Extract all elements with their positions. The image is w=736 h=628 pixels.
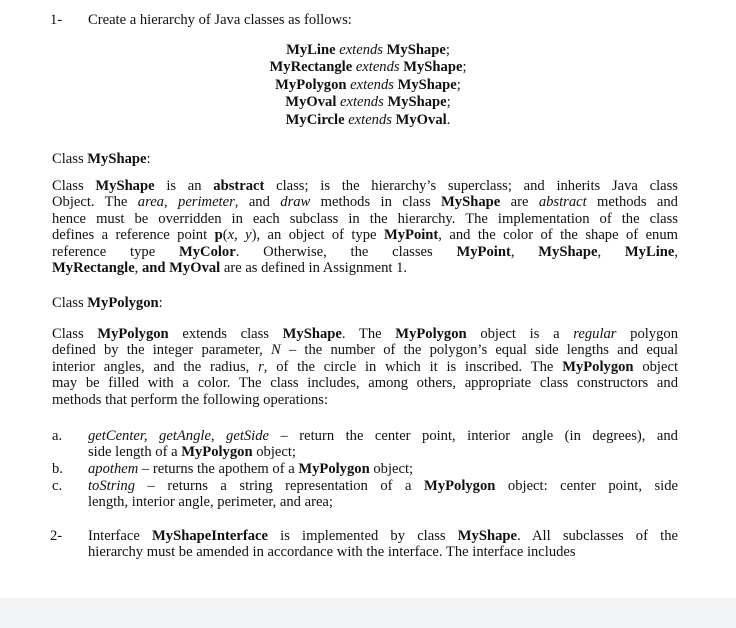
myshape-text-line: defines a reference point p(x, y), an object of type MyPoint, and the color of the shape of enum: [52, 227, 678, 244]
operation-text: [88, 478, 678, 511]
operation-letter: c.: [52, 478, 63, 494]
item-number-1: 1-: [50, 12, 63, 28]
hierarchy-line: MyOval extends MyShape;: [285, 94, 451, 111]
myshape-text-line: Class MyShape is an abstract class; is the hierarchy’s superclass; and inherits Java class: [52, 178, 678, 194]
item2-text-line: Interface MyShapeInterface is implemented by class MyShape. All subclasses of the: [88, 528, 678, 544]
mypolygon-text-line: methods that perform the following operations:: [52, 391, 329, 408]
operation-letter: a.: [52, 428, 63, 444]
operation-line: getCenter, getAngle, getSide – return the center point, interior angle (in degrees), and: [88, 428, 678, 444]
item-1-intro: Create a hierarchy of Java classes as follows:: [88, 12, 352, 28]
mypolygon-heading: [52, 294, 163, 312]
myshape-text-line: reference type MyColor. Otherwise, the classes MyPoint, MyShape, MyLine,: [52, 243, 678, 260]
operation-item-b: [52, 461, 678, 479]
operation-text: [88, 428, 678, 461]
page-bottom-band: [0, 598, 736, 628]
operation-line: length, interior angle, perimeter, and area;: [88, 494, 333, 511]
operation-item-a: [52, 428, 678, 462]
mypolygon-heading-plain: Class: [52, 295, 88, 311]
operation-item-c: [52, 478, 678, 512]
item-2-text: [88, 528, 678, 561]
mypolygon-description: [52, 326, 678, 408]
mypolygon-heading-tail: :: [158, 295, 163, 311]
mypolygon-text-line: defined by the integer parameter, N – the number of the polygon’s equal side lengths and equal: [52, 342, 678, 359]
myshape-text-line: hence must be overridden in each subclass in the hierarchy. The implementation of the class: [52, 210, 678, 227]
mypolygon-heading-bold: MyPolygon: [87, 295, 159, 311]
myshape-heading-bold: MyShape: [87, 151, 147, 167]
operation-line: toString – returns a string representation of a MyPolygon object: center point, side: [88, 478, 679, 494]
item2-text-line: hierarchy must be amended in accordance with the interface. The interface includes: [88, 544, 576, 561]
item-number-2: 2-: [50, 528, 63, 544]
myshape-heading-plain: Class: [52, 151, 88, 167]
myshape-heading-tail: :: [146, 151, 151, 167]
mypolygon-text-line: interior angles, and the radius, r, of the circle in which it is inscribed. The MyPolygon object: [52, 358, 678, 375]
myshape-text-line: MyRectangle, and MyOval are as defined in Assignment 1.: [52, 260, 408, 277]
hierarchy-line: MyPolygon extends MyShape;: [275, 76, 461, 93]
mypolygon-text-line: may be filled with a color. The class includes, among others, appropriate class constructors and: [52, 375, 678, 392]
myshape-heading: [52, 150, 151, 168]
mypolygon-text-line: Class MyPolygon extends class MyShape. The MyPolygon object is a regular polygon: [52, 326, 678, 342]
class-hierarchy-list: [0, 42, 736, 129]
hierarchy-line: MyCircle extends MyOval.: [285, 111, 451, 128]
operation-text: [88, 461, 678, 477]
operation-line: side length of a MyPolygon object;: [88, 444, 296, 461]
myshape-description: [52, 178, 678, 276]
hierarchy-line: MyRectangle extends MyShape;: [269, 59, 467, 76]
myshape-text-line: Object. The area, perimeter, and draw methods in class MyShape are abstract methods and: [52, 194, 678, 211]
hierarchy-line: MyLine extends MyShape;: [286, 42, 450, 58]
operation-line: apothem – returns the apothem of a MyPolygon object;: [88, 461, 414, 477]
operation-letter: b.: [52, 461, 63, 477]
